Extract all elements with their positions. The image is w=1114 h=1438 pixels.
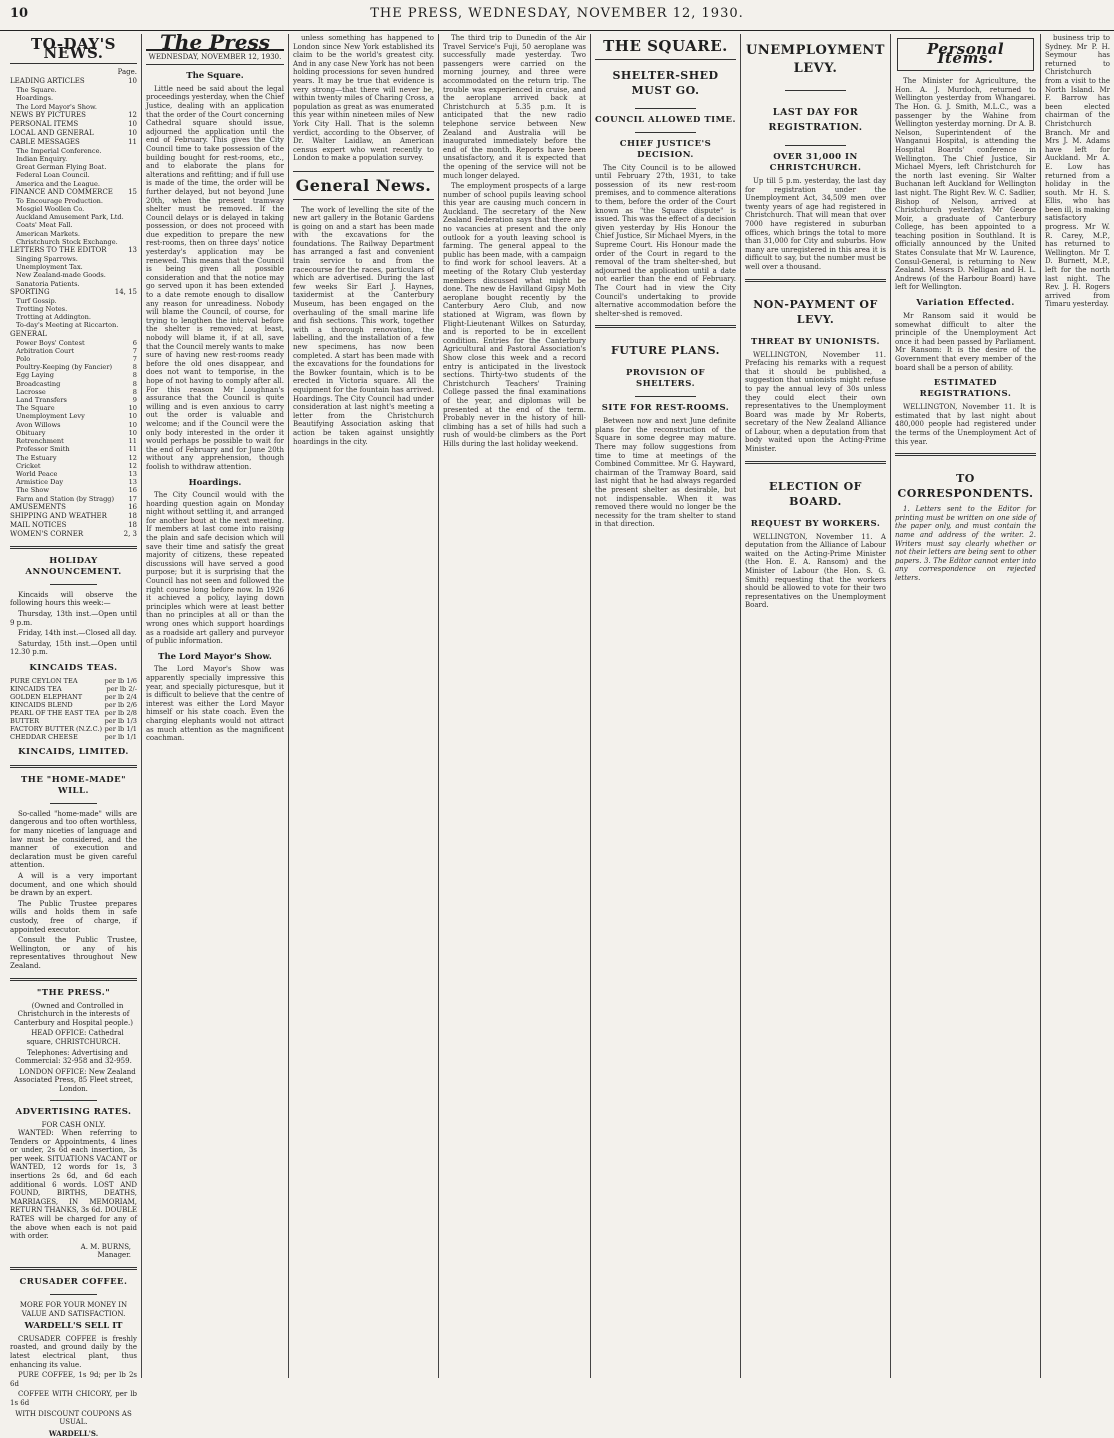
index-sub-entry: [10, 478, 137, 486]
unemployment-heading-line-2: LEVY.: [793, 61, 838, 76]
index-page: 12: [128, 110, 137, 119]
index-sub-entry: [10, 371, 137, 379]
index-label: Federal Loan Council.: [16, 171, 90, 180]
column-the-square: [591, 34, 741, 1378]
todays-news-heading: TO-DAY'S NEWS.: [10, 34, 137, 64]
index-sub-entry: [10, 205, 137, 213]
index-page: 10: [128, 412, 137, 421]
tea-price: per lb 1/6: [104, 676, 137, 685]
index-sub-entry: [10, 297, 137, 305]
index-sub-entry: [10, 429, 137, 437]
tea-price: per lb 2/4: [104, 692, 137, 701]
index-label: PERSONAL ITEMS: [10, 119, 79, 128]
coffee-price-1: PURE COFFEE, 1s 9d; per lb 2s 6d: [10, 1371, 137, 1388]
index-page: 10: [128, 404, 137, 413]
editorial-hoardings-heading: Hoardings.: [188, 477, 242, 488]
manager-title: Manager.: [97, 1251, 131, 1260]
coffee-tagline-1: MORE FOR YOUR MONEY IN: [19, 1301, 128, 1309]
index-sub-entry: [10, 230, 137, 238]
column-personal-items: [891, 34, 1041, 1378]
index-entry: [10, 521, 137, 530]
index-page: 7: [132, 346, 137, 355]
index-sub-entry: [10, 462, 137, 470]
index-sub-entry: [10, 380, 137, 388]
index-label: SHIPPING AND WEATHER: [10, 511, 107, 520]
manager-name: A. M. BURNS,: [80, 1242, 131, 1251]
index-label: Armistice Day: [16, 478, 64, 487]
index-entry: [10, 512, 137, 521]
tea-price: per lb 2/6: [104, 700, 137, 709]
adrates-text: WANTED: When referring to Tenders or Appointments, 4 lines or under, 2s 6d each insertion, 3s per week. SITUATIONS VACANT or WANTED, 12 words for 1s, 3 insertions 2s 6d, and 6d each additional 6 words. LOST AND FOUND, BIRTHS, DEATHS, MARRIAGES, IN MEMORIAM, RETURN THANKS, 3s 6d. DOUBLE RATES will be charged for any of the above when each is not paid with order.: [10, 1129, 137, 1241]
index-entry: [10, 530, 137, 539]
index-page: 9: [132, 396, 137, 405]
coffee-sells: WARDELL'S SELL IT: [24, 1321, 123, 1332]
index-sub-entry: [10, 454, 137, 462]
tea-name: KINCAIDS TEA: [10, 684, 62, 693]
square-subheading-3: CHIEF JUSTICE'S DECISION.: [619, 138, 712, 160]
tea-name: BUTTER: [10, 716, 40, 725]
tea-row: [10, 709, 137, 717]
index-page: 16: [128, 502, 137, 511]
coffee-tagline-2: VALUE AND SATISFACTION.: [21, 1309, 126, 1318]
index-entry: [10, 120, 137, 129]
index-label: Polo: [16, 355, 31, 364]
index-page: 10: [128, 119, 137, 128]
index-entry: [10, 188, 137, 197]
index-page-label: Page.: [117, 68, 137, 77]
nonpayment-sub: THREAT BY UNIONISTS.: [751, 336, 880, 347]
index-page: 17: [128, 494, 137, 503]
index-page: 18: [128, 511, 137, 520]
tea-row: [10, 685, 137, 693]
general-news-text: The work of levelling the site of the new art gallery in the Botanic Gardens is going on and a start has been made with the excavations for the foundations. The Railway Department has arranged a fast and convenient train service to and from the racecourse for the races, particulars of which are advertised. During the last few weeks Sir Earl J. Haynes, taxidermist at the Canterbury Museum, has been engaged on the overhauling of the small marine life and fish sections. This work, together with a thorough renovation, the labelling, and the installation of a few new specimens, has now been completed. A start has been made with the excavations for the foundations for the Bowker fountain, which is to be erected in Victoria square. All the equipment for the fountain has arrived. Hoardings. The City Council had under consideration at last night's meeting a letter from the Christchurch Beautifying Association asking that action be taken against unsightly hoardings in the city.: [293, 205, 434, 446]
unemployment-sub-2: OVER 31,000 IN CHRISTCHURCH.: [769, 152, 862, 173]
index-label: LEADING ARTICLES: [10, 77, 85, 86]
holiday-saturday: Saturday, 15th inst.—Open until 12.30 p.m.: [10, 639, 137, 657]
square-subheading-2: COUNCIL ALLOWED TIME.: [595, 114, 736, 125]
future-plans-sub-2: SITE FOR REST-ROOMS.: [601, 403, 730, 414]
index-page: 11: [128, 437, 137, 446]
unemployment-body: Up till 5 p.m. yesterday, the last day for registration under the Unemployment Act, 34,509 men over twenty years of age had registered in Christchurch. That will mean that over 7000 have registered in suburban offices, which brings the total to more than 31,000 for City and suburbs. How many are unregistered in this area it is difficult to say, but the number must be well over a thousand.: [745, 177, 886, 271]
index-label: The Square.: [16, 86, 57, 95]
index-label: Unemployment Tax.: [16, 263, 83, 272]
index-sub-entry: [10, 94, 137, 102]
index-label: New Zealand-made Goods.: [16, 271, 106, 280]
coffee-heading: CRUSADER COFFEE.: [19, 1277, 128, 1287]
coffee-footer: WARDELL'S.: [48, 1428, 99, 1438]
index-label: The Lord Mayor's Show.: [16, 102, 97, 111]
column-cut-off: [1041, 34, 1114, 1378]
tea-price: per lb 1/3: [104, 716, 137, 725]
index-label: Sanatoria Patients.: [16, 279, 80, 288]
index-page: 13: [128, 469, 137, 478]
will-text-4: Consult the Public Trustee, Wellington, or any of his representatives throughout New Zealand.: [10, 936, 137, 970]
index-sub-entry: [10, 147, 137, 155]
index-sub-entry: [10, 221, 137, 229]
coffee-discount: WITH DISCOUNT COUPONS AS USUAL.: [15, 1409, 132, 1427]
index-sub-entry: [10, 305, 137, 313]
press-notice-1: (Owned and Controlled in Christchurch in the interests of Canterbury and Hospital people.): [14, 1001, 133, 1027]
press-notice-3: Telephones: Advertising and Commercial: 32-958 and 32-959.: [15, 1048, 132, 1066]
tea-name: PEARL OF THE EAST TEA: [10, 708, 100, 717]
column-unemployment: [741, 34, 891, 1378]
index-page: 15: [128, 187, 137, 196]
index-label: Professor Smith: [16, 445, 70, 454]
index-label: Singing Sparrows.: [16, 255, 78, 264]
index-label: CABLE MESSAGES: [10, 137, 80, 146]
index-label: American Markets.: [16, 229, 81, 238]
index-entry: [10, 138, 137, 147]
masthead-title: THE PRESS, WEDNESDAY, NOVEMBER 12, 1930.: [370, 6, 744, 21]
page-number: 10: [10, 6, 29, 21]
index-sub-entry: [10, 197, 137, 205]
index-page: 13: [128, 246, 137, 255]
tea-price: per lb 1/1: [104, 724, 137, 733]
index-sub-entry: [10, 421, 137, 429]
index-page: 6: [132, 338, 137, 347]
index-label: AMUSEMENTS: [10, 502, 66, 511]
continued-text: unless something has happened to London since New York established its claim to be the world's greatest city. And in any case New York has not been holding processions for seven hundred years. It may be true that evidence is very strong—that there will never be, within twenty miles of Charing Cross, a population as great as was enumerated this year within nineteen miles of New York City Hall. That is the solemn verdict, according to the Observer, of Dr. Walter Laidlaw, an American census expert who went recently to London to make a population survey.: [293, 34, 434, 163]
teas-price-list: [10, 677, 137, 741]
variation-text: Mr Ransom said it would be somewhat difficult to alter the principle of the Unemployment Act once it had been passed by Parliament. Mr Ransom: It is the desire of the Government that every member of the board shall be a person of ability.: [895, 312, 1036, 372]
will-text-1: So-called "home-made" wills are dangerous and too often worthless, for many niceties of language and law must be considered, and the manner of execution and declaration must be given careful attention.: [10, 809, 137, 870]
estimated-text: WELLINGTON, November 11. It is estimated that by last night about 480,000 people had registered under the terms of the Unemployment Act of this year.: [895, 403, 1036, 446]
index-label: Retrenchment: [16, 437, 64, 446]
index-label: Land Transfers: [16, 396, 67, 405]
future-plans-heading: FUTURE PLANS.: [610, 344, 720, 358]
index-entry: [10, 129, 137, 138]
index-label: Trotting at Addington.: [16, 313, 91, 322]
holiday-text: Kincaids will observe the following hours this week:—: [10, 590, 137, 608]
index-page: 8: [132, 363, 137, 372]
index-sub-entry: [10, 280, 137, 288]
holiday-friday: Friday, 14th inst.—Closed all day.: [18, 629, 137, 638]
future-plans-sub-1: PROVISION OF SHELTERS.: [626, 368, 705, 390]
index-sub-entry: [10, 445, 137, 453]
square-body: The City Council is to be allowed until February 27th, 1931, to take possession of its new rest-room premises, and to commence alterations to them, before the order of the Court known as "the Square dispute" is issued. This was the effect of a decision given yesterday by His Honour the Chief Justice, Sir Michael Myers, in the Supreme Court. His Honour made the order of the Court in regard to the removal of the tram shelter-shed, but adjourned the application until a date not earlier than the end of February. The Court had in view the City Council's undertaking to provide alternative accommodation before the shelter-shed is removed.: [595, 163, 736, 318]
press-notice-2: HEAD OFFICE: Cathedral square, CHRISTCHURCH.: [26, 1029, 124, 1046]
unemployment-heading: [745, 34, 886, 84]
masthead: [0, 0, 1114, 31]
index-label: Arbitration Court: [16, 346, 75, 355]
coffee-price-2: COFFEE WITH CHICORY, per lb 1s 6d: [10, 1390, 137, 1407]
news-items-top: The third trip to Dunedin of the Air Travel Service's Fuji, 50 aeroplane was successfully made yesterday. Two passengers were carried on the morning journey, and three were accommodated on the return trip. The trouble was experienced in cruise, and the aeroplane arrived back at Christchurch at 5.35 p.m. It is anticipated that the new radio telephone service between New Zealand and Australia will be inaugurated immediately before the end of the month. Reports have been unsatisfactory, and it is expected that the opening of the service will not be much longer delayed.: [443, 34, 586, 180]
tea-name: KINCAIDS BLEND: [10, 700, 73, 709]
tea-row: [10, 677, 137, 685]
tea-price: per lb 2/-: [106, 684, 137, 693]
index-label: To Encourage Production.: [16, 196, 104, 205]
index-page: 16: [128, 486, 137, 495]
variation-heading: Variation Effected.: [916, 298, 1015, 309]
editorial-show-heading: The Lord Mayor's Show.: [158, 651, 272, 662]
index-label: Avon Willows: [16, 420, 61, 429]
index-sub-entry: [10, 313, 137, 321]
tea-row: [10, 701, 137, 709]
index-page: 10: [128, 428, 137, 437]
index-page: 13: [128, 478, 137, 487]
election-sub: REQUEST BY WORKERS.: [750, 518, 881, 529]
will-text-2: A will is a very important document, and one which should be drawn by an expert.: [10, 872, 137, 898]
index-sub-entry: [10, 86, 137, 94]
index-sub-entry: [10, 388, 137, 396]
future-plans-text: Between now and next June definite plans for the reconstruction of the Square in some degree may mature. There may follow suggestions from time to time at meetings of the Combined Committee. Mr G. Hayward, chairman of the Tramway Board, said last night that he had always regarded the present shelter as desirable, but not indispensable. When it was removed there would no longer be the necessity for the tram shelter to stand in that direction.: [595, 417, 736, 529]
index-sub-entry: [10, 437, 137, 445]
cut-off-text: business trip to Sydney. Mr P. H. Seymour has returned to Christchurch from a visit to the North Island. Mr F. Barrow has been elected chairman of the Christchurch Branch. Mr and Mrs J. M. Adams have left for Auckland. Mr A. E. Low has returned from a holiday in the south. Mr H. S. Ellis, who has been ill, is making satisfactory progress. Mr W. R. Carey, M.P., has returned to Wellington. Mr T. D. Burnett, M.P., left for the north last night. The Rev. J. H. Rogers arrived from Timaru yesterday.: [1045, 34, 1111, 309]
index-page: 10: [128, 128, 137, 137]
index-label: GENERAL: [10, 329, 47, 338]
index-sub-entry: [10, 412, 137, 420]
index-label: Christchurch Stock Exchange.: [16, 237, 118, 246]
index-sub-entry: [10, 255, 137, 263]
index-page: 10: [128, 420, 137, 429]
teas-footer: KINCAIDS, LIMITED.: [18, 746, 129, 757]
index-label: WOMEN'S CORNER: [10, 529, 84, 538]
index-page: 8: [132, 387, 137, 396]
tea-name: CHEDDAR CHEESE: [10, 732, 78, 741]
index-sub-entry: [10, 238, 137, 246]
square-heading: THE SQUARE.: [595, 34, 736, 60]
index-label: Power Boys' Contest: [16, 338, 85, 347]
index-page: 8: [132, 371, 137, 380]
index-entry: [10, 503, 137, 512]
coffee-text: CRUSADER COFFEE is freshly roasted, and ground daily by the latest electrical plant, thus enhancing its value.: [10, 1334, 137, 1369]
will-heading: THE "HOME-MADE" WILL.: [20, 774, 126, 796]
index-page: 11: [128, 445, 137, 454]
index-label: SPORTING: [10, 287, 50, 296]
index-label: Great German Flying Boat.: [16, 163, 107, 172]
contents-index: [10, 77, 137, 539]
square-subheading-1: SHELTER-SHED MUST GO.: [612, 68, 719, 97]
index-label: Egg Laying: [16, 371, 54, 380]
index-page: 2, 3: [123, 529, 137, 538]
personal-items-body: The Minister for Agriculture, the Hon. A. J. Murdoch, returned to Wellington yesterday from Whangarei. The Hon. G. J. Smith, M.L.C., was a passenger by the Wahine from Wellington yesterday morning. Dr A. B. Nelson, Superintendent of the Wanganui Hospital, is attending the Hospital Boards' conference in Wellington. The Chief Justice, Sir Michael Myers, left Christchurch for the north last evening. Sir Walter Buchanan left Auckland for Wellington last night. The Right Rev. W. C. Sadlier, Bishop of Nelson, arrived at Christchurch yesterday. Mr George Moir, a graduate of Canterbury College, has been appointed to a teaching position in Southland. It is officially announced by the United States Consulate that Mr W. Laurence, Consul-General, is returning to New Zealand. Messrs D. Nelligan and H. L. Andrews (of the Harbour Board) have left for Wellington.: [895, 77, 1036, 292]
index-entry: [10, 330, 137, 339]
index-entry: [10, 288, 137, 297]
index-entry: [10, 246, 137, 255]
tea-name: PURE CEYLON TEA: [10, 676, 78, 685]
press-notice-heading: "THE PRESS.": [36, 987, 111, 998]
index-sub-entry: [10, 486, 137, 494]
tea-name: GOLDEN ELEPHANT: [10, 692, 83, 701]
correspondents-heading: TO CORRESPONDENTS.: [897, 472, 1034, 501]
tea-row: [10, 717, 137, 725]
tea-name: FACTORY BUTTER (N.Z.C.): [10, 724, 103, 733]
estimated-heading: ESTIMATED REGISTRATIONS.: [919, 378, 1012, 400]
tea-row: [10, 693, 137, 701]
general-news-heading: General News.: [293, 171, 434, 200]
index-sub-entry: [10, 339, 137, 347]
index-label: The Imperial Conference.: [16, 146, 102, 155]
index-sub-entry: [10, 355, 137, 363]
index-label: Mosgiel Woollen Co.: [16, 205, 85, 214]
nonpayment-text: WELLINGTON, November 11. Prefacing his remarks with a request that it should be published, a suggestion that unionists might refuse to pay the annual levy of 30s unless they could elect their own representatives to the Unemployment Board was made by Mr Roberts, secretary of the New Zealand Alliance of Labour, when a deputation from that body waited upon the Acting-Prime Minister.: [745, 350, 886, 454]
index-label: Lacrosse: [16, 387, 46, 396]
column-editorial: [142, 30, 289, 1378]
nonpayment-heading: NON-PAYMENT OF LEVY.: [753, 297, 878, 326]
index-label: Trotting Notes.: [16, 305, 68, 314]
index-label: Poultry-Keeping (by Fancier): [16, 363, 113, 372]
index-label: Obituary: [16, 428, 46, 437]
index-sub-entry: [10, 470, 137, 478]
index-label: The Show: [16, 486, 50, 495]
election-text: WELLINGTON, November 11. A deputation from the Alliance of Labour waited on the Acting-Prime Minister (the Hon. E. A. Ransom) and the Minister of Labour (the Hon. S. G. Smith) requesting that the workers should be allowed to vote for their two representatives on the Unemployment Board.: [745, 532, 886, 610]
column-news-items: [439, 34, 591, 1378]
tea-row: [10, 733, 137, 741]
index-label: LETTERS TO THE EDITOR: [10, 246, 107, 255]
index-label: Cricket: [16, 461, 41, 470]
teas-heading: KINCAIDS TEAS.: [29, 662, 118, 673]
index-sub-entry: [10, 103, 137, 111]
tea-price: per lb 1/1: [104, 732, 137, 741]
tea-row: [10, 725, 137, 733]
index-sub-entry: [10, 347, 137, 355]
index-sub-entry: [10, 321, 137, 329]
index-sub-entry: [10, 180, 137, 188]
index-page: 18: [128, 520, 137, 529]
editorial-square-heading: The Square.: [186, 71, 244, 82]
index-label: Broadcasting: [16, 379, 61, 388]
news-items-body: The employment prospects of a large number of school pupils leaving school this year are causing much concern in Auckland. The secretary of the New Zealand Federation says that there are no vacancies at present and the only outlook for a youth leaving school is farming. The general appeal to the public has been made, with a campaign to find work for school leavers. At a meeting of the Rotary Club yesterday members discussed what might be done. The new de Havilland Gipsy Moth aeroplane bought recently by the Canterbury Aero Club, and now stationed at Wigram, was flown by Flight-Lieutenant Wilkes on Saturday, and is reported to be in excellent condition. Entries for the Canterbury Agricultural and Pastoral Association's Show close this week and a record entry is anticipated in the livestock sections. Thirty-two students of the Christchurch Teachers' Training College passed the final examinations of the year, and diplomas will be presented at the end of the term. Probably never in the history of hill-climbing has a set of hills had such a rush of would-be climbers as the Port Hills during the last holiday weekend.: [443, 182, 586, 448]
index-label: Coats' Meat Fall.: [16, 221, 73, 230]
correspondents-text: 1. Letters sent to the Editor for printing must be written on one side of the paper only, and must contain the name and address of the writer. 2. Writers must say clearly whether or not their letters are being sent to other papers. 3. The Editor cannot enter into any correspondence on rejected letters.: [895, 505, 1036, 582]
index-page: 11: [128, 137, 137, 146]
holiday-heading: HOLIDAY ANNOUNCEMENT.: [25, 555, 122, 577]
index-page: 12: [128, 461, 137, 470]
index-label: Unemployment Levy: [16, 412, 85, 421]
holiday-thursday: Thursday, 13th inst.—Open until 9 p.m.: [10, 609, 137, 627]
will-text-3: The Public Trustee prepares wills and holds them in safe custody, free of charge, if appointed executor.: [10, 899, 137, 934]
index-page: 8: [132, 379, 137, 388]
paper-nameplate: The Press: [146, 34, 284, 51]
index-label: Hoardings.: [16, 94, 54, 103]
index-sub-entry: [10, 155, 137, 163]
index-label: Auckland Amusement Park, Ltd.: [16, 213, 124, 222]
column-todays-news: [6, 34, 142, 1438]
index-label: The Estuary: [16, 453, 57, 462]
adrates-sub: FOR CASH ONLY.: [41, 1120, 106, 1129]
index-label: America and the League.: [16, 179, 100, 188]
index-sub-entry: [10, 263, 137, 271]
index-sub-entry: [10, 171, 137, 179]
index-label: World Peace: [16, 469, 58, 478]
index-page: 12: [128, 453, 137, 462]
index-label: LOCAL AND GENERAL: [10, 128, 94, 137]
editorial-hoardings-text: The City Council would with the hoarding question again on Monday night without settling it, and arranged for another bout at the next meeting. If members at last come into raising the plain and safe decision which will save their time and satisfy the great majority of citizens, these repeated discussions will have served a good purpose; but it is surprising that the Council has not seen and followed the right course long before now. In 1926 it achieved a policy, laying down principles which were at least better than no principles at all or than the wrong ones which support hoardings as a roadside art gallery and purveyor of public information.: [146, 491, 284, 646]
index-sub-entry: [10, 271, 137, 279]
index-sub-entry: [10, 213, 137, 221]
index-page: 10: [128, 77, 137, 86]
index-label: To-day's Meeting at Riccarton.: [16, 321, 119, 330]
index-label: MAIL NOTICES: [10, 520, 67, 529]
index-label: Turf Gossip.: [16, 296, 57, 305]
index-label: FINANCE AND COMMERCE: [10, 187, 113, 196]
index-sub-entry: [10, 363, 137, 371]
index-label: Farm and Station (by Stragg): [16, 494, 115, 503]
column-general-news: [289, 34, 439, 1378]
index-label: NEWS BY PICTURES: [10, 110, 86, 119]
index-sub-entry: [10, 404, 137, 412]
adrates-heading: ADVERTISING RATES.: [15, 1106, 132, 1117]
unemployment-sub-1: LAST DAY FOR REGISTRATION.: [768, 107, 863, 133]
election-heading: ELECTION OF BOARD.: [769, 479, 862, 508]
index-entry: [10, 77, 137, 86]
personal-items-heading: Personal Items.: [897, 38, 1034, 71]
index-entry: [10, 111, 137, 120]
index-label: The Square: [16, 404, 55, 413]
index-sub-entry: [10, 163, 137, 171]
index-sub-entry: [10, 396, 137, 404]
editorial-show-text: The Lord Mayor's Show was apparently specially impressive this year, and specially picturesque, but it is difficult to believe that the centre of interest was either the Lord Mayor himself or his state coach. Even the charging elephants would not attract as much attention as the magnificent coachman.: [146, 665, 284, 743]
index-label: Indian Enquiry.: [16, 155, 68, 163]
editorial-date: WEDNESDAY, NOVEMBER 12, 1930.: [146, 51, 284, 66]
unemployment-heading-line-1: UNEMPLOYMENT: [746, 43, 885, 58]
index-page: 7: [132, 355, 137, 364]
editorial-square-text: Little need be said about the legal proceedings yesterday, when the Chief Justice, dealing with an application that the order of the Court concerning Cathedral square should issue, adjourned the application until the end of February. This gives the City Council time to take possession of the building bought for rest-rooms, etc., and to elaborate the plans for alterations and refitting; and if full use is made of the time, the order will be further delayed, but not beyond June 20th, when the present tramway shelter must be removed. If the Council delays or is delayed in taking possession, or does not proceed with due expedition to prepare the new rest-rooms, then on three days' notice yesterday's application may be renewed. This means that the Council is being given all possible consideration and that the notice may go served upon it has been extended to a date remote enough to disallow any reason for unreadiness. Nobody will blame the Council, of course, for trying to lengthen the interval before the shelter is removed; at least, nobody will blame it, if at all, save that the Council merely wants to make sure of having new rest-rooms ready before the old ones disappear, and does not want to temporise, in the hope of not having to comply after all. For this reason Mr Loughnan's assurance that the Council is quite willing and is even anxious to carry out the order is valuable and welcome; and if the Council were the only body interested in the order it would perhaps be possible to wait for the end of February and for June 20th without any apprehension, though foolish to withdraw attention.: [146, 84, 284, 471]
index-page: 14, 15: [114, 287, 137, 296]
tea-price: per lb 2/8: [104, 708, 137, 717]
index-sub-entry: [10, 495, 137, 503]
press-notice-4: LONDON OFFICE: New Zealand Associated Press, 85 Fleet street, London.: [14, 1067, 136, 1093]
